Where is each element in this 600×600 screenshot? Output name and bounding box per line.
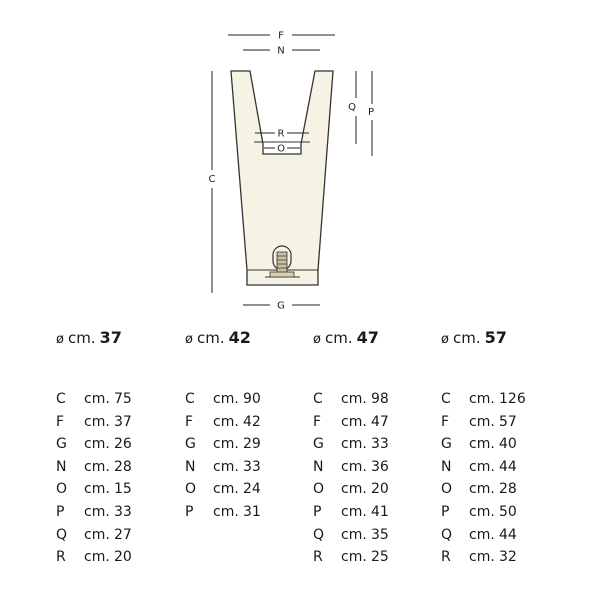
- size-heading: [185, 326, 315, 350]
- dimension-unit: cm.: [469, 458, 495, 475]
- label-n: N: [277, 45, 285, 57]
- dimension-unit: cm.: [84, 481, 110, 498]
- dimension-key: G: [313, 436, 324, 453]
- dimension-value: 98: [371, 391, 389, 407]
- diameter-icon: ø: [441, 332, 449, 347]
- dimension-unit: cm.: [84, 526, 110, 543]
- dimension-value: 33: [243, 458, 261, 475]
- dimension-value: 20: [371, 481, 389, 498]
- dimension-key: N: [185, 458, 196, 475]
- dimension-row-o: [56, 478, 186, 501]
- dimension-value: 44: [499, 526, 517, 543]
- dimension-unit: cm.: [469, 549, 495, 566]
- dimension-unit: cm.: [469, 526, 495, 543]
- dimension-key: Q: [56, 526, 68, 543]
- dimension-value: 57: [499, 413, 517, 430]
- dimension-key: O: [313, 481, 325, 498]
- dimension-list: [56, 388, 186, 569]
- dimension-value: 24: [243, 481, 261, 498]
- dimension-value: 20: [114, 549, 132, 566]
- size-heading: [56, 326, 186, 350]
- dimension-unit: cm.: [341, 481, 367, 498]
- size-column-3: [313, 326, 443, 569]
- dimension-unit: cm.: [341, 458, 367, 475]
- dimension-row-f: [56, 411, 186, 434]
- label-g: G: [277, 300, 285, 312]
- dimension-key: G: [56, 436, 67, 453]
- dimension-list: [441, 388, 571, 569]
- dimension-unit: cm.: [469, 436, 495, 453]
- dimension-value: 35: [371, 526, 389, 543]
- dimension-key: Q: [441, 526, 453, 543]
- dimension-row-r: [56, 546, 186, 569]
- dimension-value: 44: [499, 458, 517, 475]
- dimension-list: [313, 388, 443, 569]
- dimension-row-o: [313, 478, 443, 501]
- dimension-row-c: [56, 388, 186, 411]
- size-unit: cm.: [196, 329, 225, 347]
- size-value: 42: [228, 328, 251, 347]
- dimension-unit: cm.: [341, 413, 367, 430]
- dimension-row-g: [56, 433, 186, 456]
- diameter-icon: ø: [313, 332, 321, 347]
- dimension-unit: cm.: [341, 526, 367, 543]
- dimension-row-p: [441, 501, 571, 524]
- dimension-key: O: [185, 481, 197, 498]
- dimension-row-n: [441, 456, 571, 479]
- size-column-1: [56, 326, 186, 569]
- dimension-unit: cm.: [469, 391, 495, 407]
- dimension-key: C: [56, 391, 66, 407]
- dimension-row-q: [441, 524, 571, 547]
- dimension-row-r: [313, 546, 443, 569]
- dimension-row-q: [56, 524, 186, 547]
- size-value: 37: [99, 328, 122, 347]
- dimension-unit: cm.: [341, 436, 367, 453]
- label-o: O: [277, 143, 285, 155]
- dimension-row-q: [313, 524, 443, 547]
- dimension-value: 31: [243, 503, 261, 520]
- diameter-icon: ø: [56, 332, 64, 347]
- dimension-key: C: [441, 391, 451, 407]
- dimension-key: O: [441, 481, 453, 498]
- dimension-row-f: [441, 411, 571, 434]
- label-p: P: [367, 107, 375, 118]
- diameter-icon: ø: [185, 332, 193, 347]
- dimension-unit: cm.: [469, 503, 495, 520]
- dimension-value: 28: [499, 481, 517, 498]
- label-f: F: [278, 30, 284, 42]
- size-heading: [441, 326, 571, 350]
- dimension-value: 32: [499, 549, 517, 566]
- dimension-row-g: [313, 433, 443, 456]
- dimension-value: 33: [371, 436, 389, 453]
- dimension-unit: cm.: [341, 549, 367, 566]
- dimension-key: R: [441, 549, 451, 566]
- dimension-value: 40: [499, 436, 517, 453]
- dimension-unit: cm.: [213, 413, 239, 430]
- dimension-unit: cm.: [341, 503, 367, 520]
- dimension-value: 90: [243, 391, 261, 407]
- size-value: 57: [484, 328, 507, 347]
- size-unit: cm.: [67, 329, 96, 347]
- size-column-2: [185, 326, 315, 524]
- dimension-value: 28: [114, 458, 132, 475]
- dimension-unit: cm.: [213, 391, 239, 407]
- dimension-key: N: [313, 458, 324, 475]
- dimension-row-c: [441, 388, 571, 411]
- dimension-key: O: [56, 481, 68, 498]
- dimension-row-c: [185, 388, 315, 411]
- dimension-value: 42: [243, 413, 261, 430]
- dimension-row-g: [441, 433, 571, 456]
- dimension-list: [185, 388, 315, 524]
- dimension-value: 36: [371, 458, 389, 475]
- dimension-key: Q: [313, 526, 325, 543]
- dimension-unit: cm.: [84, 413, 110, 430]
- size-unit: cm.: [452, 329, 481, 347]
- dimension-key: N: [56, 458, 67, 475]
- dimension-key: R: [313, 549, 323, 566]
- dimension-value: 50: [499, 503, 517, 520]
- dimension-value: 37: [114, 413, 132, 430]
- dimension-row-o: [441, 478, 571, 501]
- dimension-value: 29: [243, 436, 261, 453]
- size-column-4: [441, 326, 571, 569]
- dimension-row-o: [185, 478, 315, 501]
- dimension-key: P: [185, 503, 194, 520]
- dimension-key: G: [185, 436, 196, 453]
- dimension-unit: cm.: [469, 481, 495, 498]
- dimension-unit: cm.: [84, 436, 110, 453]
- dimension-unit: cm.: [213, 436, 239, 453]
- dimension-unit: cm.: [341, 391, 367, 407]
- dimension-key: F: [313, 413, 322, 430]
- dimension-key: N: [441, 458, 452, 475]
- dimension-row-r: [441, 546, 571, 569]
- dimension-key: P: [56, 503, 65, 520]
- dimension-key: G: [441, 436, 452, 453]
- label-q: Q: [348, 102, 356, 113]
- dimension-unit: cm.: [84, 458, 110, 475]
- dimension-key: P: [441, 503, 450, 520]
- dimension-unit: cm.: [84, 391, 110, 407]
- dimension-value: 41: [371, 503, 389, 520]
- label-r: R: [277, 128, 285, 140]
- dimension-row-n: [56, 456, 186, 479]
- dimension-unit: cm.: [213, 458, 239, 475]
- dimension-key: C: [313, 391, 323, 407]
- dimension-unit: cm.: [213, 503, 239, 520]
- dimension-value: 25: [371, 549, 389, 566]
- dimension-unit: cm.: [213, 481, 239, 498]
- dimension-key: F: [185, 413, 194, 430]
- size-unit: cm.: [324, 329, 353, 347]
- dimension-row-f: [313, 411, 443, 434]
- dimension-row-g: [185, 433, 315, 456]
- dimension-unit: cm.: [84, 549, 110, 566]
- dimension-key: P: [313, 503, 322, 520]
- label-c: C: [208, 174, 216, 185]
- dimension-row-n: [313, 456, 443, 479]
- dimension-value: 126: [499, 391, 526, 407]
- dimension-row-c: [313, 388, 443, 411]
- dimension-key: R: [56, 549, 66, 566]
- dimension-row-n: [185, 456, 315, 479]
- dimension-key: F: [441, 413, 450, 430]
- dimension-row-p: [313, 501, 443, 524]
- dimension-value: 33: [114, 503, 132, 520]
- size-value: 47: [356, 328, 379, 347]
- dimension-value: 26: [114, 436, 132, 453]
- dimension-row-p: [56, 501, 186, 524]
- dimension-key: C: [185, 391, 195, 407]
- dimension-row-f: [185, 411, 315, 434]
- dimension-value: 15: [114, 481, 132, 498]
- dimension-value: 75: [114, 391, 132, 407]
- dimension-row-p: [185, 501, 315, 524]
- dimension-unit: cm.: [84, 503, 110, 520]
- dimension-value: 47: [371, 413, 389, 430]
- dimension-value: 27: [114, 526, 132, 543]
- size-heading: [313, 326, 443, 350]
- dimension-unit: cm.: [469, 413, 495, 430]
- dimension-key: F: [56, 413, 65, 430]
